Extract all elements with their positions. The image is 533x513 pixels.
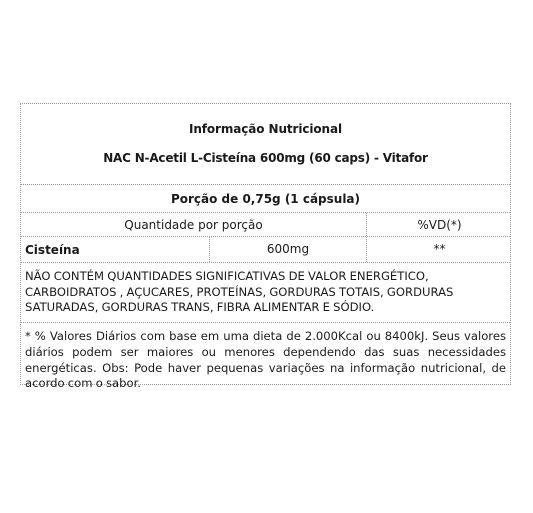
- nutrient-name: Cisteína: [25, 243, 80, 257]
- nutrition-facts-table: [20, 103, 511, 391]
- table-row: [21, 237, 510, 263]
- footnote-row: [21, 323, 510, 391]
- nutrient-name-cell: [21, 237, 210, 262]
- quantity-header-cell: [21, 213, 367, 236]
- not-significant-note-row: [21, 263, 510, 323]
- nutrient-amount: 600mg: [266, 242, 310, 256]
- table-title: Informação Nutricional: [188, 122, 342, 136]
- nutrient-vd-cell: [367, 237, 512, 262]
- product-name: NAC N-Acetil L-Cisteína 600mg (60 caps) - Vitafor: [103, 151, 428, 165]
- vd-header-cell: [367, 213, 512, 236]
- quantity-header: Quantidade por porção: [124, 218, 263, 232]
- portion-row: [21, 185, 510, 213]
- nutrient-vd: **: [433, 242, 446, 256]
- vd-header: %VD(*): [417, 218, 462, 232]
- portion-size: Porção de 0,75g (1 cápsula): [170, 192, 361, 206]
- column-header-row: [21, 213, 510, 237]
- nutrient-amount-cell: [210, 237, 367, 262]
- not-significant-note: NÃO CONTÉM QUANTIDADES SIGNIFICATIVAS DE VALOR ENERGÉTICO, CARBOIDRATOS , AÇUCARES, PROTEÍNAS, GORDURAS TOTAIS, GORDURAS SATURADAS, GORDURAS TRANS, FIBRA ALIMENTAR E SÓDIO.: [25, 269, 454, 314]
- title-block: [21, 104, 510, 185]
- daily-values-footnote: * % Valores Diários com base em uma dieta de 2.000Kcal ou 8400kJ. Seus valores diários podem ser maiores ou menores dependendo das suas necessidades energéticas. Obs: Pode haver pequenas variações na informação nutricional, de acordo com o sabor.: [25, 329, 506, 391]
